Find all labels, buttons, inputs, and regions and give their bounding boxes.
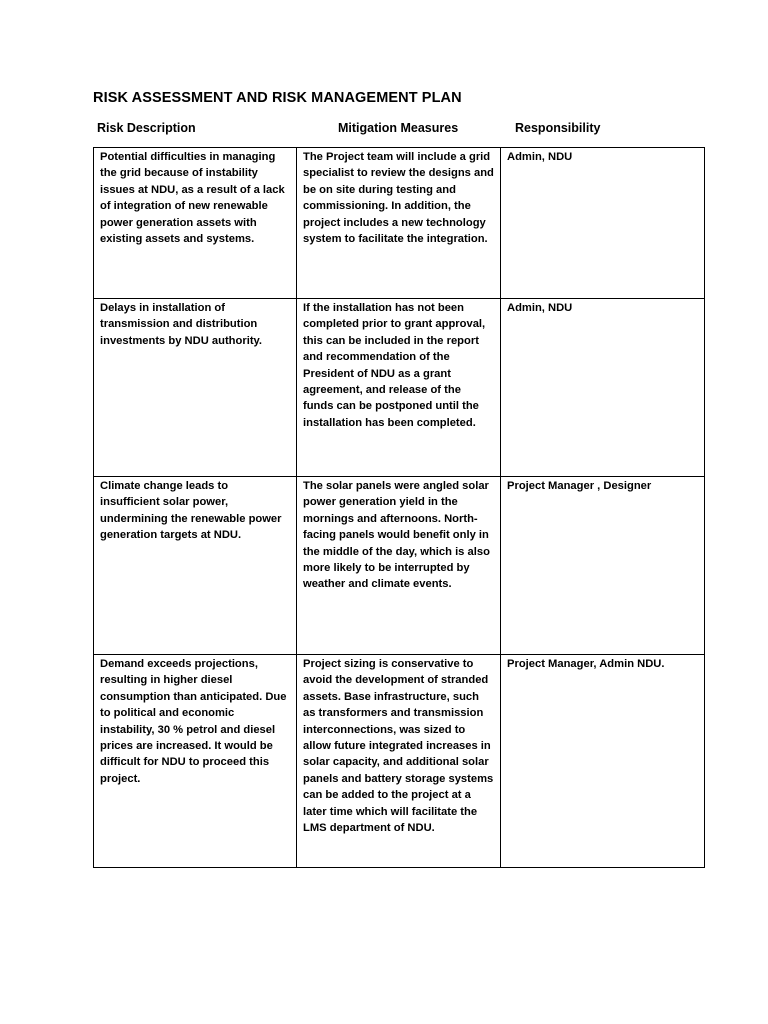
column-header-mitigation-measures: Mitigation Measures — [338, 121, 459, 135]
mitigation-measures-cell: Project sizing is conservative to avoid the development of stranded assets. Base infrastructure, such as transformers and transmission interconnections, was sized to allow future integrated increases in solar capacity, and additional solar panels and battery storage systems can be added to the project at a later time which will facilitate the LMS department of NDU. — [297, 655, 501, 868]
mitigation-measures-cell: If the installation has not been completed prior to grant approval, this can be included in the report and recommendation of the President of NDU as a grant agreement, and release of the funds can be postponed until the installation has been completed. — [297, 299, 501, 477]
mitigation-measures-cell: The Project team will include a grid specialist to review the designs and be on site during testing and commissioning. In addition, the project includes a new technology system to facilitate the integration. — [297, 148, 501, 299]
risk-table — [93, 147, 705, 868]
responsibility-cell: Project Manager, Admin NDU. — [501, 655, 705, 868]
risk-description-cell: Demand exceeds projections, resulting in higher diesel consumption than anticipated. Due to political and economic instability, 30 % petrol and diesel prices are increased. It would be difficult for NDU to proceed this project. — [94, 655, 297, 868]
responsibility-cell: Project Manager , Designer — [501, 477, 705, 655]
table-row — [94, 655, 705, 868]
responsibility-cell: Admin, NDU — [501, 299, 705, 477]
risk-description-cell: Climate change leads to insufficient solar power, undermining the renewable power generation targets at NDU. — [94, 477, 297, 655]
table-row — [94, 299, 705, 477]
risk-description-cell: Delays in installation of transmission and distribution investments by NDU authority. — [94, 299, 297, 477]
column-header-responsibility: Responsibility — [515, 121, 601, 135]
responsibility-cell: Admin, NDU — [501, 148, 705, 299]
mitigation-measures-cell: The solar panels were angled solar power generation yield in the mornings and afternoons. North-facing panels would benefit only in the middle of the day, which is also more likely to be interrupted by weather and climate events. — [297, 477, 501, 655]
column-header-risk-description: Risk Description — [97, 121, 196, 135]
document-title: RISK ASSESSMENT AND RISK MANAGEMENT PLAN — [93, 90, 462, 106]
risk-description-cell: Potential difficulties in managing the grid because of instability issues at NDU, as a result of a lack of integration of new renewable power generation assets with existing assets and systems. — [94, 148, 297, 299]
table-row — [94, 477, 705, 655]
table-row — [94, 148, 705, 299]
